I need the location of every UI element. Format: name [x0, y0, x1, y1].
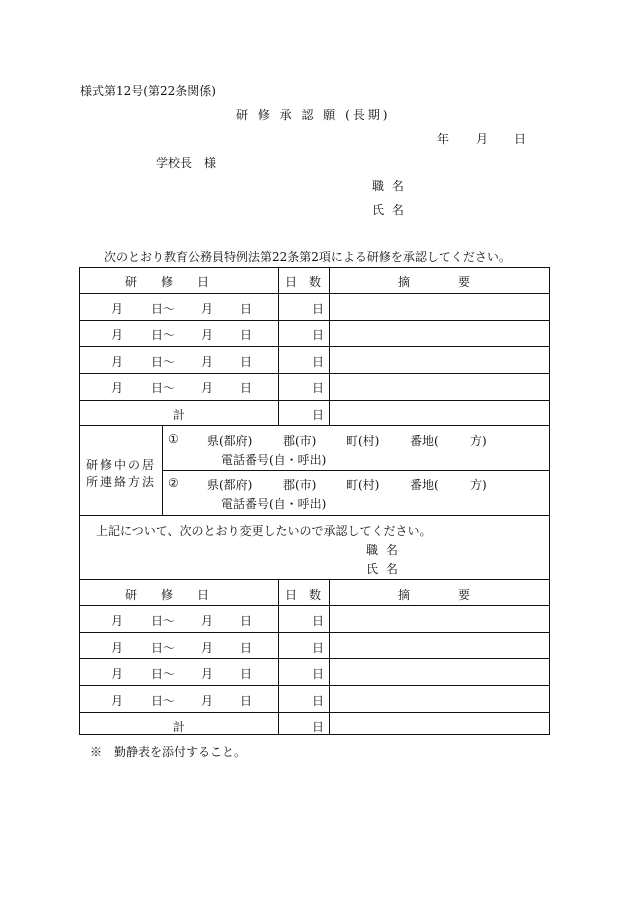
- residence-label-line1: 研修中の居: [86, 458, 157, 472]
- change-position-label: 職 名: [366, 543, 400, 557]
- date-day-label: 日: [514, 132, 527, 146]
- footnote: ※ 勤静表を添付すること。: [90, 745, 247, 759]
- training-table: 研 修 日 日 数 摘 要 月 日～ 月 日 日 月 日～ 月 日 日 月 日～ 月 日 日 月 日～ 月 日 日 計 日 研修中の居 所連絡方法 ① 県(都府) 郡(市) 町(村) 番地( 方) 電話番号(自・呼出) ② 県(都府) 郡(市) 町(村) 番地( 方) 電話番号(自・呼出) 上記について、次のとおり変更したいので承認してください。 職 名 氏 名 研 修 日 日 数 摘 要 月 日～ 月 日 日 月 日～ 月 日 日 月 日～ 月 日 日 月 日～ 月 日 日 計 日: [79, 267, 550, 735]
- applicant-position-label: 職 名: [372, 179, 406, 193]
- page-title: 研 修 承 認 願 (長期): [236, 108, 391, 122]
- t1-header-summary: 摘 要: [398, 275, 471, 289]
- date-month-label: 月: [476, 132, 489, 146]
- t1-total-label: 計: [173, 408, 186, 422]
- t2-header-summary: 摘 要: [398, 588, 471, 602]
- applicant-name-label: 氏 名: [372, 203, 406, 217]
- t1-total-days: 日: [312, 408, 325, 422]
- t2-header-period: 研 修 日: [125, 588, 210, 602]
- date-year-label: 年: [437, 132, 450, 146]
- change-text: 上記について、次のとおり変更したいので承認してください。: [96, 524, 432, 538]
- t2-total-days: 日: [312, 720, 325, 734]
- residence-label-line2: 所連絡方法: [86, 475, 157, 489]
- t2-total-label: 計: [173, 720, 186, 734]
- form-number: 様式第12号(第22条関係): [80, 84, 216, 98]
- t1-header-period: 研 修 日: [125, 275, 210, 289]
- t1-header-days: 日 数: [285, 275, 322, 289]
- intro-text: 次のとおり教育公務員特例法第22条第2項による研修を承認してください。: [104, 250, 511, 264]
- addressee: 学校長 様: [156, 156, 217, 170]
- change-name-label: 氏 名: [366, 562, 400, 576]
- t2-header-days: 日 数: [285, 588, 322, 602]
